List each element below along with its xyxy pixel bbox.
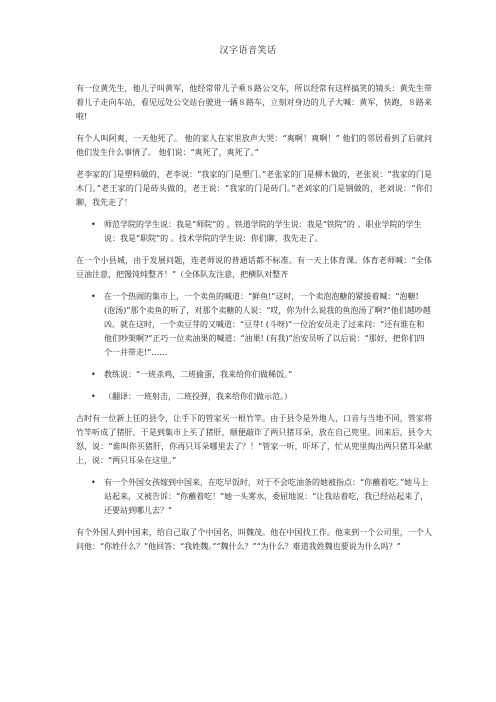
list-item	[76, 368, 432, 382]
list-item	[76, 390, 432, 404]
bullet-icon: •	[91, 392, 96, 401]
paragraph-doors: 老李家的门是塑料做的，老李说：“我家的门是塑门。”老张家的门是柳木做的，老张说：“我家的门是木门。”老王家的门是砖头做的，老王说：“我家的门是砖门。”老刘家的门是钢做的，老刘说：“你们聊，我先走了！	[76, 170, 432, 207]
list-item-text: 在一个热闹的集市上，一个卖鱼的喊道：“鲜鱼!”这时，一个卖泡泡糖的紧接着喊：“泡糖! (泡汤)”那个卖鱼的听了，对那个卖糖的人说：“哎，你为什么说我的鱼泡汤了啊?”他们越吵越凶。就在这时，一个卖豆芽的又喊道：“豆芽! (斗呀)”一位治安员走了过来问：“还有谁在和他们吵架啊?”正巧一位卖油果的喊道：“油果! (有我)”治安员听了以后说：“那好，把你们四个一并带走!”……	[104, 292, 431, 357]
page-title: 汉字语音笑话	[219, 46, 277, 56]
bullet-icon: •	[91, 478, 96, 487]
bullet-icon: •	[91, 220, 96, 229]
list-item	[76, 290, 432, 360]
paragraph-wei-mao: 有个外国人到中国来，给自己取了个中国名，叫魏茂。他在中国找工作。他来到一个公司里，一个人问他：“你姓什么？”他回答：“我姓魏。”“魏什么？”“为什么？难道我姓魏也要说为什么吗？”	[76, 528, 432, 551]
paragraph-pe-teacher: 在一个小县城，由于发展问题，连老师说的普通话都不标准。有一天上体育课。体育老师喊：“全体豆油注意，把馒饨炖整齐！”（全体队友注意，把横队对整齐	[76, 256, 432, 279]
bullet-icon: •	[91, 292, 96, 301]
paragraph-county-magistrate: 古时有一位新上任的县令，让手下的管家买一根竹竿。由于县令是外地人，口音与当地不同，管家将竹竿听成了猪肝，于是到集市上买了猪肝，顺便敲诈了两只猪耳朵，放在自己兜里。回来后，县令大怒，说：“谁叫你买猪肝，你再只耳朵哪里去了？！”管家一听，吓坏了，忙从兜里掏出两只猪耳朵献上，说：“两只耳朵在这里。”	[76, 414, 432, 465]
list-item	[76, 218, 432, 246]
paragraph-a-shuang: 有个人叫阿爽，一天他死了。 他的家人在家里放声大哭：“爽啊！爽啊！” 他们的邻居看到了后就问他们发生什么事情了。 他们说：“爽死了，爽死了。”	[76, 134, 432, 157]
paragraph-huang-jun: 有一位黄先生，他儿子叫黄军，他经常带儿子乘８路公交车，所以经常有这样搞笑的镜头：黄先生带着儿子走向车站，看见远处公交站台驶进一辆８路车，立刻对身边的儿子大喊：黄军，快跑，８路来啦!	[76, 84, 432, 121]
bullet-list-1	[76, 218, 432, 246]
list-item-text: （翻译：一班射击，二班投弹，我来给你们做示范。）	[104, 392, 292, 401]
list-item-text: 教练说：“一班杀鸡，二班偷蛋，我来给你们做稀饭。”	[104, 370, 293, 379]
bullet-list-3	[76, 476, 432, 518]
list-item	[76, 476, 432, 518]
list-item-text: 有一个外国女孩嫁到中国来，在吃早饭时，对于不会吃油条的她被指点：“你蘸着吃。”她马上站起来，又被告诉：“你蘸着吃！”她一头雾水，委屈地说：“让我站着吃，我已经站起来了，还要站到哪儿去？”	[104, 478, 429, 515]
bullet-list-2	[76, 290, 432, 404]
bullet-icon: •	[91, 370, 96, 379]
document-body	[76, 82, 432, 554]
list-item-text: 师范学院的学生说：我是“师院”的 。铁道学院的学生说：我是“铁院”的 。职业学院的学生说：我是“职院”的 。技术学院的学生说：你们聊，我先走了。	[104, 220, 422, 243]
